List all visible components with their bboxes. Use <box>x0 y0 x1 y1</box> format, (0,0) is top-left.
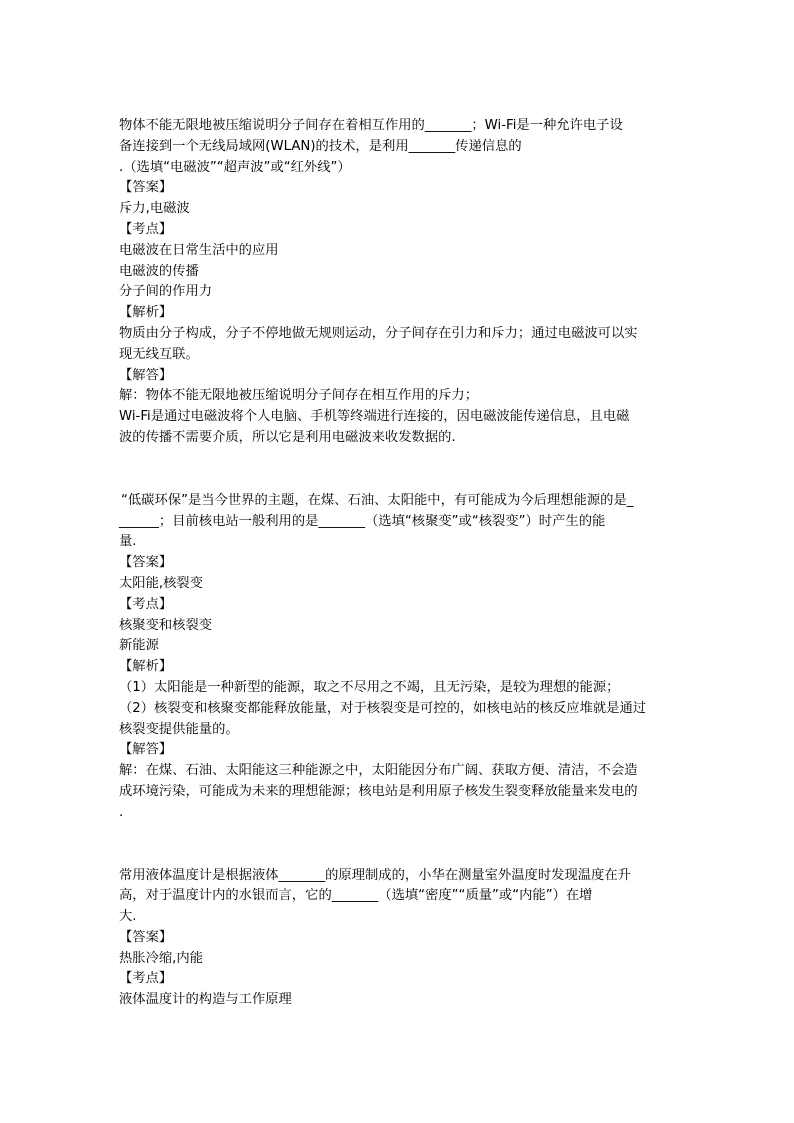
question-text-line: “低碳环保”是当今世界的主题，在煤、石油、太阳能中，有可能成为今后理想能源的是_ <box>121 492 634 508</box>
question-text-line: ______；目前核电站一般利用的是_______（选填“核聚变”或“核裂变”）时产生的能 <box>119 513 606 529</box>
question-text-line: 物体不能无限地被压缩说明分子间存在着相互作用的_______；Wi-Fi是一种允许电子设 <box>119 118 623 133</box>
point-item: 液体温度计的构造与工作原理 <box>119 992 292 1008</box>
analysis-line: 物质由分子构成，分子不停地做无规则运动，分子间存在引力和斥力；通过电磁波可以实 <box>119 325 638 341</box>
point-item: 电磁波的传播 <box>119 263 199 279</box>
question-block-1 <box>119 116 684 449</box>
question-text-line: 高，对于温度计内的水银而言，它的_______（选填“密度”“质量”或“内能”）在增 <box>119 888 593 904</box>
answer-text: 斥力,电磁波 <box>119 201 190 217</box>
solution-line: 解：物体不能无限地被压缩说明分子间存在相互作用的斥力； <box>119 388 479 404</box>
analysis-line: 核裂变提供能量的。 <box>119 721 239 737</box>
question-text-line: 常用液体温度计是根据液体_______的原理制成的，小华在测量室外温度时发现温度在升 <box>119 867 631 883</box>
solution-line: Wi-Fi是通过电磁波将个人电脑、手机等终端进行连接的，因电磁波能传递信息，且电磁 <box>119 409 630 425</box>
points-label: 【考点】 <box>119 971 173 987</box>
solution-label: 【解答】 <box>119 367 173 383</box>
point-item: 核聚变和核裂变 <box>119 617 213 633</box>
question-text-line: 大. <box>119 909 137 925</box>
question-spacer <box>119 824 684 866</box>
point-item: 新能源 <box>119 638 159 654</box>
points-label: 【考点】 <box>119 596 173 612</box>
point-item: 分子间的作用力 <box>119 284 213 300</box>
answer-text: 太阳能,核裂变 <box>119 575 204 591</box>
solution-line: 成环境污染，可能成为未来的理想能源；核电站是利用原子核发生裂变释放能量来发电的 <box>119 783 638 799</box>
question-text-line: 备连接到一个无线局域网(WLAN)的技术，是利用_______传递信息的 <box>119 138 522 154</box>
points-label: 【考点】 <box>119 221 173 237</box>
solution-label: 【解答】 <box>119 742 173 758</box>
solution-line: 解：在煤、石油、太阳能这三种能源之中，太阳能因分布广阔、获取方便、清洁，不会造 <box>119 763 638 779</box>
analysis-label: 【解析】 <box>119 305 173 321</box>
question-block-2 <box>119 491 684 824</box>
answer-text: 热胀冷缩,内能 <box>119 950 204 966</box>
answer-label: 【答案】 <box>119 555 173 571</box>
analysis-line: （2）核裂变和核聚变都能释放能量，对于核裂变是可控的，如核电站的核反应堆就是通过 <box>119 700 647 716</box>
question-text-line: .（选填“电磁波”“超声波”或“红外线”） <box>119 159 351 175</box>
question-spacer <box>119 449 684 491</box>
analysis-line: （1）太阳能是一种新型的能源，取之不尽用之不竭，且无污染，是较为理想的能源； <box>119 679 620 695</box>
point-item: 电磁波在日常生活中的应用 <box>119 242 279 258</box>
analysis-label: 【解析】 <box>119 659 173 675</box>
solution-line: . <box>119 804 124 820</box>
answer-label: 【答案】 <box>119 929 173 945</box>
question-text-line: 量. <box>119 534 137 550</box>
analysis-line: 现无线互联。 <box>119 346 199 362</box>
answer-label: 【答案】 <box>119 180 173 196</box>
question-block-3 <box>119 866 684 1012</box>
solution-line: 波的传播不需要介质，所以它是利用电磁波来收发数据的. <box>119 429 456 445</box>
